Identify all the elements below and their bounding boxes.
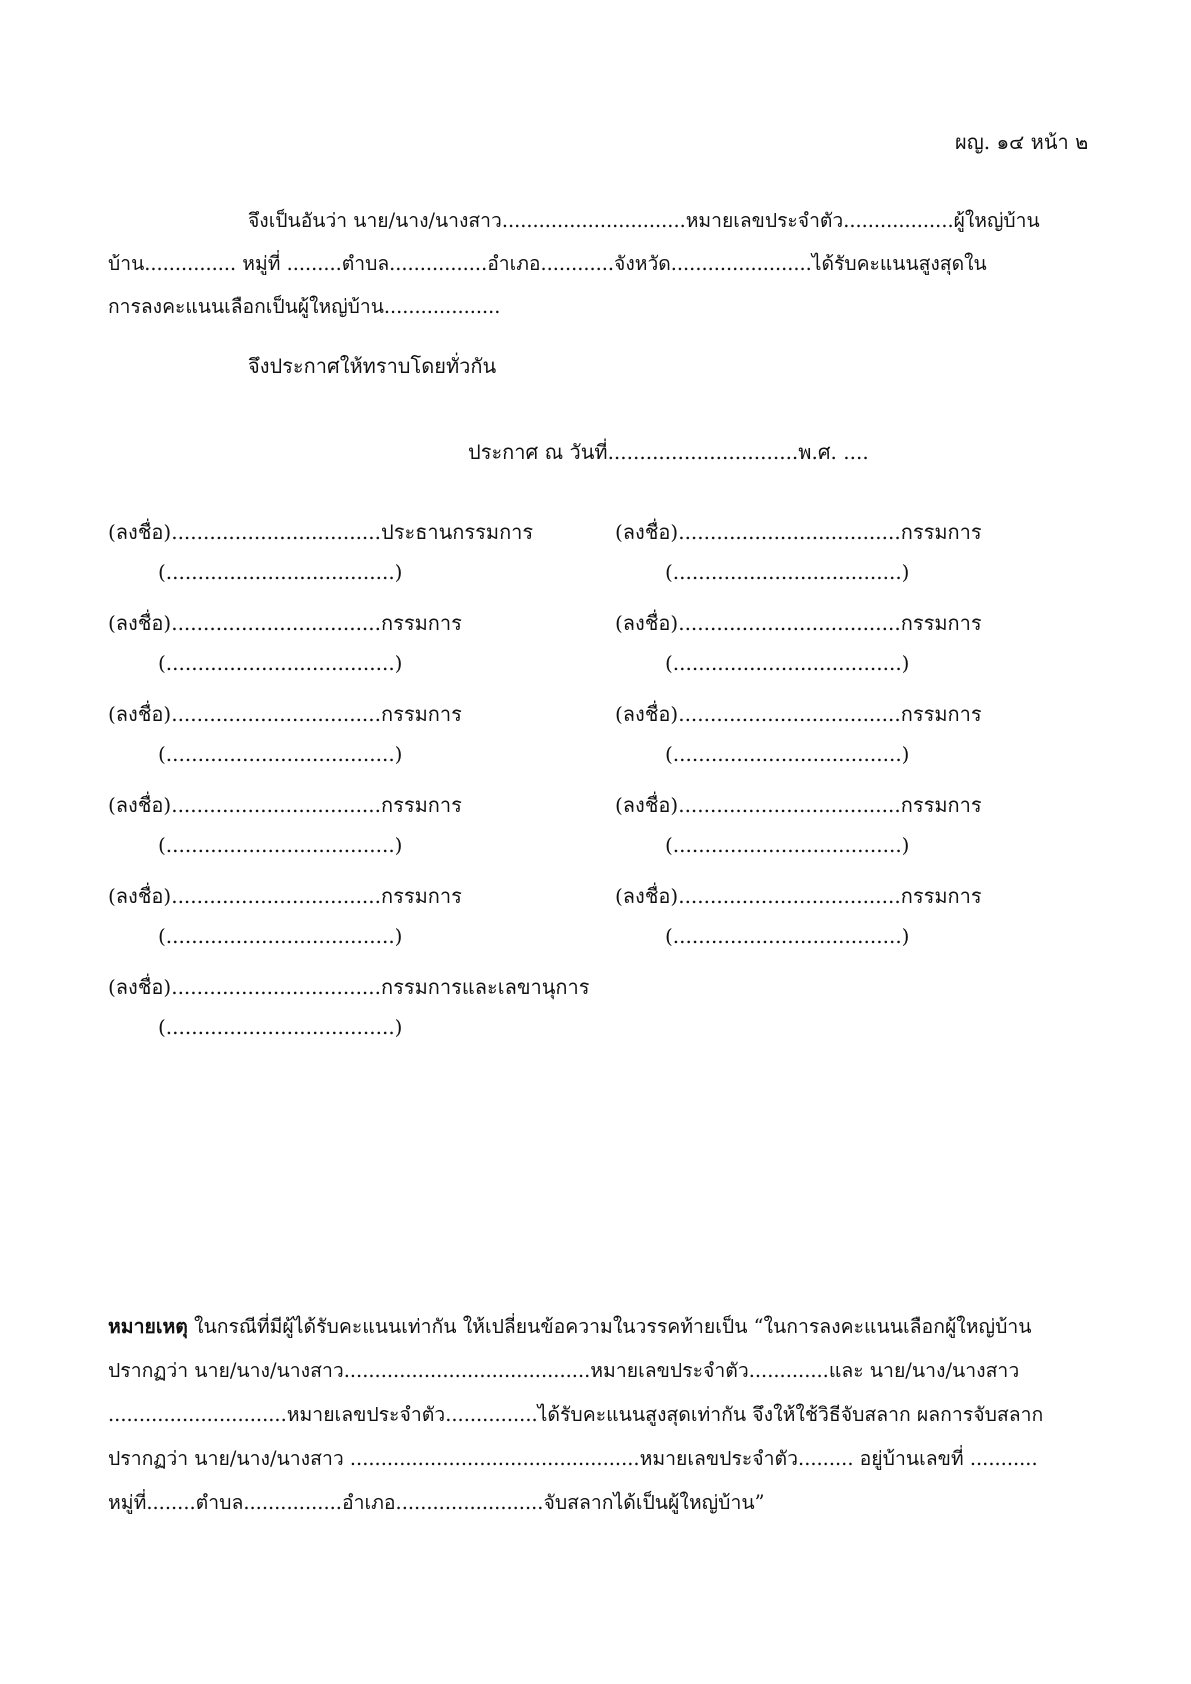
signature-line-committee-left-1: (ลงชื่อ).................................กรรมการ [108,611,462,635]
signature-line-committee-right-5: (ลงชื่อ)...................................กรรมการ [615,884,982,908]
note-line-1 [108,1317,1032,1336]
signature-line-committee-right-3: (ลงชื่อ)...................................กรรมการ [615,702,982,726]
paragraph-line-1: จึงเป็นอันว่า นาย/นาง/นางสาว..............................หมายเลขประจำตัว..................ผู้ใหญ่บ้าน [248,209,1040,232]
signature-name-committee-right-2: (....................................) [665,651,910,675]
signature-line-committee-right-1: (ลงชื่อ)...................................กรรมการ [615,520,982,544]
signature-name-committee-left-4: (....................................) [158,924,403,948]
note-line-2: ปรากฏว่า นาย/นาง/นางสาว........................................หมายเลขประจำตัว.............และ นาย/นาง/นางสาว [108,1359,1020,1382]
note-line-4: ปรากฏว่า นาย/นาง/นางสาว ...............................................หมายเลขประจำตัว......... อยู่บ้านเลขที่ ........... [108,1447,1038,1470]
signature-name-committee-right-5: (....................................) [665,924,910,948]
signature-line-committee-left-2: (ลงชื่อ).................................กรรมการ [108,702,462,726]
signature-name-chairman: (....................................) [158,560,403,584]
note-line-3: .............................หมายเลขประจำตัว...............ได้รับคะแนนสูงสุดเท่ากัน จึงให้ใช้วิธีจับสลาก ผลการจับสลาก [108,1403,1044,1426]
signature-name-committee-right-4: (....................................) [665,833,910,857]
signature-name-committee-left-1: (....................................) [158,651,403,675]
signature-line-committee-left-4: (ลงชื่อ).................................กรรมการ [108,884,462,908]
signature-line-committee-left-3: (ลงชื่อ).................................กรรมการ [108,793,462,817]
paragraph-line-2: บ้าน............... หมู่ที่ .........ตำบล................อำเภอ............จังหวัด.......................ได้รับคะแนนสูงสุดใน [108,252,987,275]
note-label: หมายเหตุ [108,1315,188,1338]
signature-line-secretary: (ลงชื่อ).................................กรรมการและเลขานุการ [108,975,590,999]
signature-name-secretary: (....................................) [158,1015,403,1039]
note-line-5: หมู่ที่........ตำบล................อำเภอ........................จับสลากได้เป็นผู้ใหญ่บ้าน” [108,1491,765,1514]
announcement-line: จึงประกาศให้ทราบโดยทั่วกัน [248,354,497,378]
signature-line-committee-right-2: (ลงชื่อ)...................................กรรมการ [615,611,982,635]
paragraph-line-3: การลงคะแนนเลือกเป็นผู้ใหญ่บ้าน................... [108,295,501,318]
note-line-1-text: ในกรณีที่มีผู้ได้รับคะแนนเท่ากัน ให้เปลี่ยนข้อความในวรรคท้ายเป็น “ในการลงคะแนนเลือกผู้ใหญ่บ้าน [187,1315,1032,1338]
signature-name-committee-left-2: (....................................) [158,742,403,766]
signature-name-committee-left-3: (....................................) [158,833,403,857]
page-code-header: ผญ. ๑๔ หน้า ๒ [955,130,1089,154]
date-line: ประกาศ ณ วันที่..............................พ.ศ. .... [468,440,869,464]
signature-name-committee-right-3: (....................................) [665,742,910,766]
signature-name-committee-right-1: (....................................) [665,560,910,584]
signature-line-chairman: (ลงชื่อ).................................ประธานกรรมการ [108,520,534,544]
signature-line-committee-right-4: (ลงชื่อ)...................................กรรมการ [615,793,982,817]
